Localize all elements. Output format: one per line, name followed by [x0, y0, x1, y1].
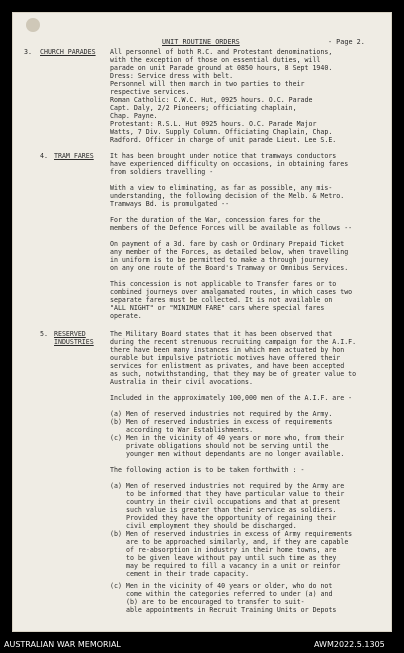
text-line: have experienced difficulty on occasions, in obtaining fares [110, 160, 349, 168]
text-line: The following action is to be taken forthwith : - [110, 466, 305, 474]
page-number: - Page 2. [328, 38, 365, 46]
text-line: civil employment they should be discharged. [126, 522, 297, 530]
text-line: as such, notwithstanding, that they may be of greater value to [110, 370, 357, 378]
text-line: Personnel will then march in two parties to their [110, 80, 305, 88]
text-line: during the recent strenuous recruiting campaign for the A.I.F. [110, 338, 357, 346]
text-line: TRAM FARES [54, 152, 94, 160]
text-line: cement in their trade capacity. [126, 570, 250, 578]
text-line: come within the categories referred to under (a) and [126, 590, 333, 598]
text-line: Tramways Bd. is promulgated -- [110, 200, 230, 208]
text-line: of re-absorption in industry in their home towns, are [126, 546, 337, 554]
punch-hole [26, 18, 40, 32]
text-line: to be informed that they have particular value to their [126, 490, 345, 498]
text-line: RESERVED [54, 330, 86, 338]
text-line: Radford. Officer in charge of unit parade Lieut. Lee S.E. [110, 136, 337, 144]
text-line: in uniform is to be permitted to make a through journey [110, 256, 329, 264]
text-line: Roman Catholic: C.W.C. Hut, 0925 hours. O.C. Parade [110, 96, 313, 104]
text-line: there have been many instances in which men actuated by hon [110, 346, 345, 354]
text-line: CHURCH PARADES [40, 48, 96, 56]
text-line: (a) Men of reserved industries not required by the Army are [110, 482, 345, 490]
text-line: private obligations should not be serving until the [126, 442, 329, 450]
text-line: Watts, 7 Div. Supply Column. Officiating Chaplain, Chap. [110, 128, 333, 136]
text-line: It has been brought under notice that tramways conductors [110, 152, 337, 160]
text-line: Capt. Daly, 2/2 Pioneers; officiating chaplain, [110, 104, 297, 112]
text-line: All personnel of both R.C. and Protestant denominations, [110, 48, 333, 56]
text-line: combined journeys over amalgamated routes, in which cases two [110, 288, 353, 296]
text-line: (b) Men of reserved industries in excess of requirements [110, 418, 333, 426]
text-line: operate. [110, 312, 142, 320]
text-line: (c) Men in the vicinity of 40 years or more who, from their [110, 434, 345, 442]
text-line: ourable but impulsive patriotic motives have offered their [110, 354, 341, 362]
text-line: Protestant: R.S.L. Hut 0925 hours. O.C. Parade Major [110, 120, 317, 128]
text-line: from soldiers travelling - [110, 168, 214, 176]
text-line: to be given leave without pay until such time as they [126, 554, 337, 562]
text-line: country in their civil occupations and that at present [126, 498, 341, 506]
text-line: any member of the Forces, as detailed below, when travelling [110, 248, 349, 256]
text-line: are to be approached similarly, and, if they are capable [126, 538, 349, 546]
text-line: (b) are to be encouraged to transfer to suit- [126, 598, 305, 606]
text-line: 5. [40, 330, 48, 338]
text-line: able appointments in Recruit Training Units or Depots [126, 606, 337, 614]
text-line: On payment of a 3d. fare by cash or Ordinary Prepaid Ticket [110, 240, 345, 248]
text-line: understanding, the following decision of the Melb. & Metro. [110, 192, 345, 200]
text-line: services for enlistment as privates, and have been accepted [110, 362, 345, 370]
text-line: with the exception of those on essential duties, will [110, 56, 321, 64]
document-title: UNIT ROUTINE ORDERS [162, 38, 240, 46]
text-line: (c) Men in the vicinity of 40 years or older, who do not [110, 582, 333, 590]
document-page [12, 12, 392, 632]
text-line: Australia in their civil avocations. [110, 378, 253, 386]
text-line: INDUSTRIES [54, 338, 94, 346]
text-line: parade on unit Parade ground at 0850 hours, 8 Sept 1940. [110, 64, 333, 72]
text-line: such value is greater than their service as soldiers. [126, 506, 337, 514]
footer-accession-id: AWM2022.5.1305 [314, 640, 385, 649]
text-line: "ALL NIGHT" or "MINIMUM FARE" cars where special fares [110, 304, 325, 312]
text-line: Provided they have the opportunity of regaining their [126, 514, 337, 522]
text-line: 4. [40, 152, 48, 160]
text-line: may be required to fill a vacancy in a unit or reinfor [126, 562, 341, 570]
text-line: on any one route of the Board's Tramway or Omnibus Services. [110, 264, 349, 272]
footer-institution: AUSTRALIAN WAR MEMORIAL [4, 640, 121, 649]
text-line: (b) Men of reserved industries in excess of Army requirements [110, 530, 353, 538]
text-line: according to War Establishments. [126, 426, 254, 434]
text-line: members of the Defence Forces will be available as follows -- [110, 224, 353, 232]
text-line: With a view to eliminating, as far as possible, any mis- [110, 184, 333, 192]
text-line: The Military Board states that it has been observed that [110, 330, 333, 338]
text-line: 3. [24, 48, 32, 56]
text-line: This concession is not applicable to Transfer fares or to [110, 280, 337, 288]
text-line: separate fares must be collected. It is not available on [110, 296, 333, 304]
text-line: respective services. [110, 88, 190, 96]
archive-footer [0, 636, 404, 653]
text-line: Dress: Service dress with belt. [110, 72, 234, 80]
text-line: younger men without dependants are no longer available. [126, 450, 345, 458]
text-line: Chap. Payne. [110, 112, 158, 120]
text-line: For the duration of the War, concession fares for the [110, 216, 321, 224]
text-line: (a) Men of reserved industries not required by the Army. [110, 410, 333, 418]
text-line: Included in the approximately 100,000 men of the A.I.F. are - [110, 394, 353, 402]
